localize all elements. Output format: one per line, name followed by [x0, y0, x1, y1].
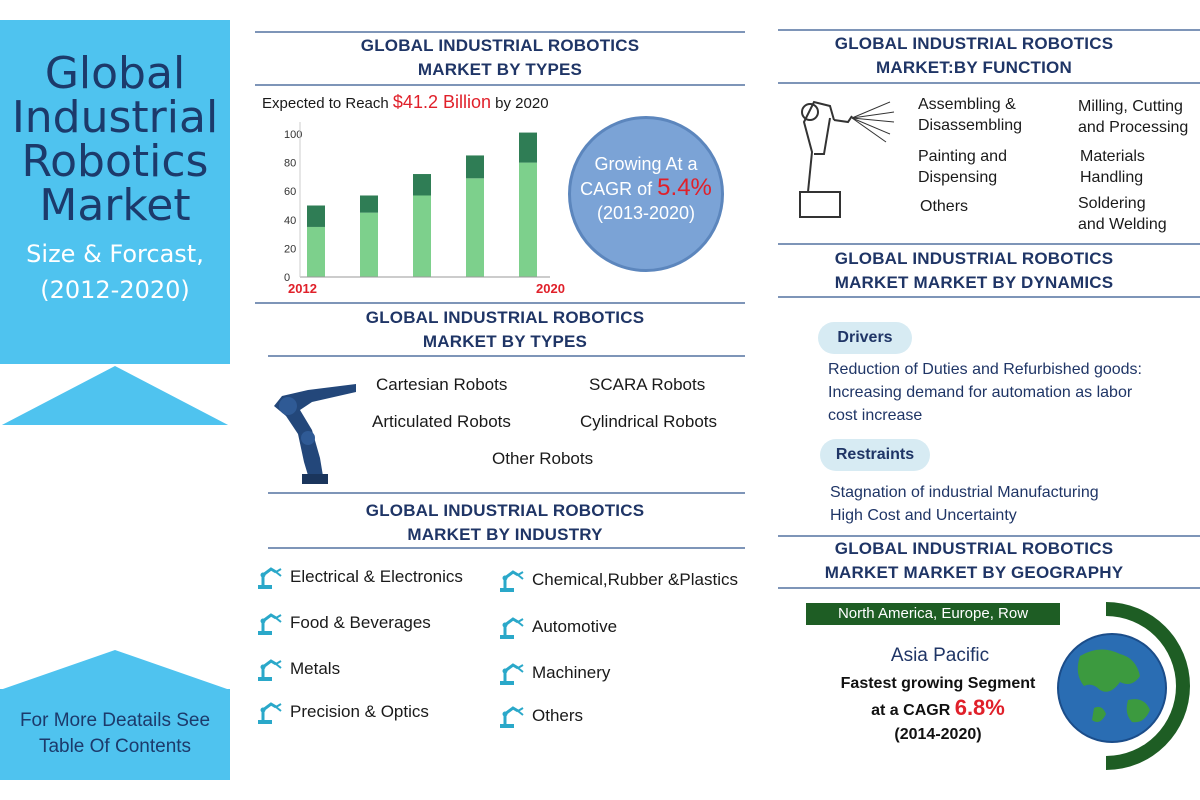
divider-function-mid — [778, 82, 1200, 84]
function-assembling-line-2: Disassembling — [918, 117, 1023, 134]
bar-upper-0 — [307, 206, 325, 227]
robot-arm-icon — [498, 659, 526, 687]
bar-upper-1 — [360, 195, 378, 212]
main-title-line-3: Robotics — [21, 136, 209, 187]
cagr-value: 5.4% — [657, 174, 712, 201]
cagr-text — [568, 152, 724, 225]
divider-types-mid — [255, 84, 745, 86]
function-painting-line-1: Painting and — [918, 148, 1007, 165]
industry-right-label-3: Others — [532, 706, 584, 725]
drivers-text — [828, 358, 1142, 427]
robot-arm-icon — [498, 613, 526, 641]
robot-arm-icon — [256, 655, 284, 683]
function-milling — [1078, 96, 1188, 138]
restraints-line-2: High Cost and Uncertainty — [830, 507, 1017, 524]
industry-title-line-2: MARKET BY INDUSTRY — [407, 525, 603, 544]
robot-types-title — [255, 306, 755, 354]
function-assembling — [918, 94, 1022, 136]
industry-right-label-0: Chemical,Rubber &Plastics — [532, 570, 738, 589]
robot-arm-icon — [498, 702, 526, 730]
bar-lower-4 — [519, 163, 537, 277]
function-materials-line-1: Materials — [1080, 148, 1145, 165]
robot-arm-icon — [256, 563, 284, 591]
dynamics-title-line-1: GLOBAL INDUSTRIAL ROBOTICS — [834, 249, 1114, 268]
drivers-badge: Drivers — [818, 322, 912, 354]
restraints-line-1: Stagnation of industrial Manufacturing — [830, 484, 1099, 501]
geography-title-line-2: MARKET MARKET BY GEOGRAPHY — [824, 563, 1124, 582]
y-tick-label: 80 — [284, 157, 297, 170]
robot-type-cartesian: Cartesian Robots — [376, 375, 508, 394]
function-milling-line-1: Milling, Cutting — [1078, 98, 1183, 115]
function-title-line-1: GLOBAL INDUSTRIAL ROBOTICS — [834, 34, 1114, 53]
left-panel-chevron — [0, 364, 230, 426]
left-bottom-arrow — [0, 650, 230, 690]
globe-icon — [1040, 596, 1200, 776]
robot-type-other: Other Robots — [492, 449, 594, 468]
y-tick-label: 60 — [284, 186, 297, 199]
bar-upper-4 — [519, 133, 537, 163]
robot-type-scara: SCARA Robots — [589, 375, 706, 394]
function-soldering-line-2: and Welding — [1078, 216, 1167, 233]
industry-right-label-1: Automotive — [532, 617, 618, 636]
expected-value: $41.2 Billion — [392, 92, 491, 112]
types-chart-title-line-2: MARKET BY TYPES — [417, 60, 583, 79]
industry-title — [255, 499, 755, 547]
geo-banner: North America, Europe, Row — [806, 603, 1060, 625]
bar-upper-2 — [413, 174, 431, 195]
y-tick-label: 20 — [284, 243, 297, 256]
bar-upper-3 — [466, 155, 484, 178]
cagr-line-1: Growing At a — [594, 154, 698, 174]
drivers-line-2: Increasing demand for automation as labor — [828, 384, 1133, 401]
bar-lower-1 — [360, 213, 378, 277]
divider-types-top — [255, 31, 745, 33]
function-milling-line-2: and Processing — [1078, 119, 1189, 136]
function-soldering — [1078, 193, 1167, 235]
divider-robot-types-mid — [268, 355, 745, 357]
function-title-line-2: MARKET:BY FUNCTION — [876, 58, 1072, 77]
divider-industry-mid — [268, 547, 745, 549]
industry-right-row-2 — [498, 659, 610, 687]
robot-types-title-line-1: GLOBAL INDUSTRIAL ROBOTICS — [365, 308, 645, 327]
divider-dynamics-mid — [778, 296, 1200, 298]
robot-arm-icon — [498, 566, 526, 594]
divider-industry-top — [268, 492, 745, 494]
footer-line-1: For More Deatails See — [19, 710, 211, 731]
articulated-robot-icon — [268, 378, 360, 486]
drivers-line-3: cost increase — [828, 407, 923, 424]
function-painting-line-2: Dispensing — [918, 169, 998, 186]
industry-right-label-2: Machinery — [532, 663, 611, 682]
function-others-line-1: Others — [920, 198, 969, 215]
industry-left-label-2: Metals — [290, 659, 341, 678]
bar-lower-3 — [466, 178, 484, 277]
y-tick-label: 40 — [284, 214, 297, 227]
restraints-badge: Restraints — [820, 439, 930, 471]
function-painting — [918, 146, 1007, 188]
expected-reach-text — [262, 92, 549, 113]
industry-left-label-0: Electrical & Electronics — [290, 567, 463, 586]
main-title-line-1: Global — [44, 48, 186, 99]
geo-prefix: at a CAGR — [871, 702, 951, 719]
y-tick-label: 0 — [284, 272, 291, 284]
divider-dynamics-top — [778, 243, 1200, 245]
main-title-line-2: Industrial — [11, 92, 219, 143]
geo-line-2 — [828, 696, 1048, 723]
robot-arm-icon — [256, 609, 284, 637]
industry-title-line-1: GLOBAL INDUSTRIAL ROBOTICS — [365, 501, 645, 520]
geo-value: 6.8% — [954, 695, 1005, 720]
geography-title — [778, 537, 1170, 585]
robot-arm-icon — [256, 698, 284, 726]
geo-line-1: Fastest growing Segment — [840, 675, 1036, 692]
cagr-period: (2013-2020) — [596, 203, 696, 223]
y-tick-label: 100 — [284, 129, 303, 141]
industry-right-row-1 — [498, 613, 617, 641]
geography-title-line-1: GLOBAL INDUSTRIAL ROBOTICS — [834, 539, 1114, 558]
industry-left-row-0 — [256, 563, 463, 591]
function-assembling-line-1: Assembling & — [918, 96, 1016, 113]
industry-right-row-0 — [498, 566, 738, 594]
cagr-prefix: CAGR of — [580, 179, 653, 199]
geo-region: Asia Pacific — [890, 645, 990, 666]
bar-lower-0 — [307, 227, 325, 277]
drivers-line-1: Reduction of Duties and Refurbished goods: — [828, 361, 1142, 378]
industry-left-label-3: Precision & Optics — [290, 702, 429, 721]
robot-types-title-line-2: MARKET BY TYPES — [422, 332, 588, 351]
footer-line-2: Table Of Contents — [38, 736, 192, 757]
function-title — [778, 32, 1170, 80]
expected-prefix: Expected to Reach — [262, 95, 389, 112]
main-title-line-4: Market — [39, 180, 191, 231]
function-others — [920, 196, 968, 217]
industry-left-row-3 — [256, 698, 429, 726]
industry-left-row-1 — [256, 609, 431, 637]
expected-suffix: by 2020 — [495, 95, 549, 112]
divider-robot-types-top — [255, 302, 745, 304]
dynamics-title — [778, 247, 1170, 295]
x-start-label: 2012 — [288, 281, 317, 296]
types-chart-title — [255, 34, 745, 82]
function-soldering-line-1: Soldering — [1078, 195, 1146, 212]
geo-period: (2014-2020) — [894, 726, 982, 743]
geo-details — [828, 672, 1048, 747]
robot-type-cylindrical: Cylindrical Robots — [580, 412, 717, 431]
divider-function-top — [778, 29, 1200, 31]
function-materials-line-2: Handling — [1080, 169, 1144, 186]
robot-type-articulated: Articulated Robots — [372, 412, 511, 431]
industry-left-row-2 — [256, 655, 340, 683]
x-end-label: 2020 — [536, 281, 565, 296]
subtitle-line-1: Size & Forcast, — [26, 240, 204, 268]
industry-left-label-1: Food & Beverages — [290, 613, 431, 632]
restraints-text — [830, 481, 1099, 527]
subtitle-line-2: (2012-2020) — [40, 276, 190, 304]
bar-lower-2 — [413, 195, 431, 277]
types-bar-chart — [280, 112, 580, 297]
divider-geography-mid — [778, 587, 1200, 589]
cagr-line-2 — [568, 176, 724, 201]
dynamics-title-line-2: MARKET MARKET BY DYNAMICS — [834, 273, 1114, 292]
industry-right-row-3 — [498, 702, 583, 730]
types-chart-title-line-1: GLOBAL INDUSTRIAL ROBOTICS — [360, 36, 640, 55]
function-materials — [1080, 146, 1145, 188]
spray-robot-icon — [790, 92, 900, 222]
